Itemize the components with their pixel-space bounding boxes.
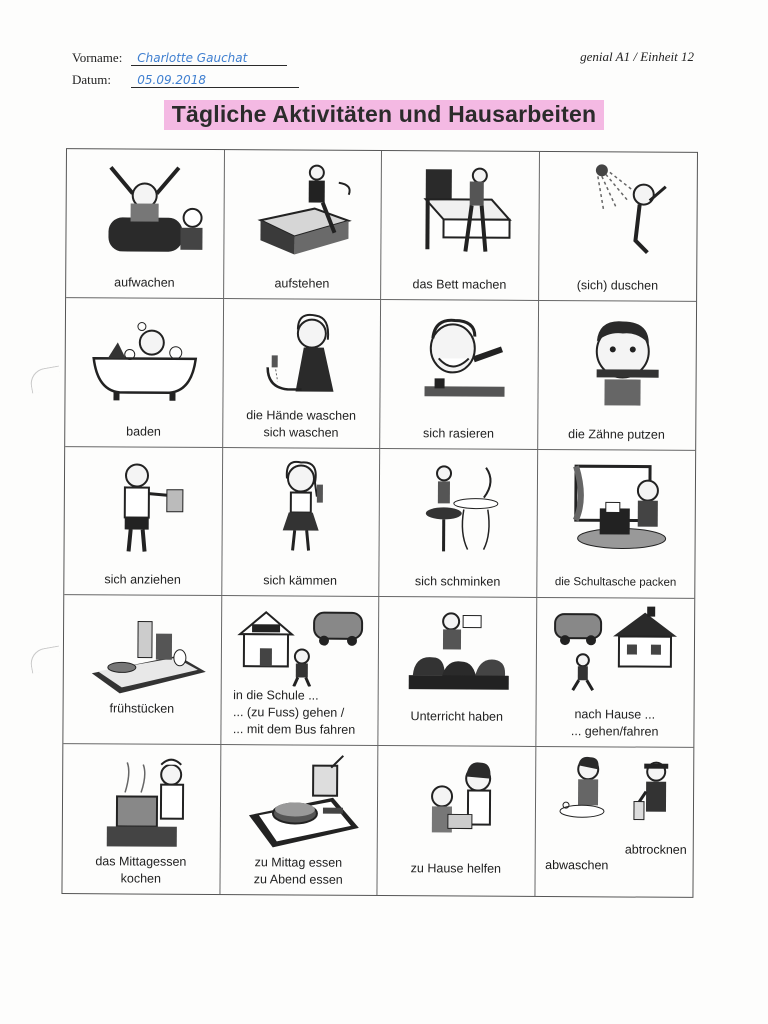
dishes-icon xyxy=(549,755,677,836)
washing-hands-icon xyxy=(237,307,366,408)
making-bed-icon xyxy=(395,159,524,260)
activity-cell-essen xyxy=(220,745,378,895)
activity-caption: sich schminken xyxy=(414,574,501,590)
activity-cell-haende-waschen xyxy=(223,299,381,449)
activity-grid xyxy=(61,148,698,898)
activity-caption: Unterricht haben xyxy=(410,709,504,724)
getting-up-icon xyxy=(238,158,367,259)
getting-dressed-icon xyxy=(79,455,208,556)
activity-caption: nach Hause ... ... gehen/fahren xyxy=(570,707,659,739)
activity-cell-aufstehen xyxy=(224,150,382,300)
school-bus-icon xyxy=(235,601,364,688)
activity-caption: aufstehen xyxy=(274,276,330,291)
activity-cell-anziehen xyxy=(64,447,222,597)
activity-caption: sich anziehen xyxy=(104,572,181,588)
breakfast-icon xyxy=(78,604,207,705)
activity-caption: die Schultasche packen xyxy=(554,576,677,590)
shower-icon xyxy=(553,160,682,261)
activity-cell-unterricht xyxy=(378,597,536,747)
activity-cell-zaehne-putzen xyxy=(538,301,696,451)
activity-caption: in die Schule ... ... (zu Fuss) gehen / ... mit dem Bus fahren xyxy=(232,688,356,738)
activity-caption: aufwachen xyxy=(114,275,175,290)
activity-caption: zu Mittag essen zu Abend essen xyxy=(253,855,343,887)
activity-cell-baden xyxy=(65,298,223,448)
activity-cell-rasieren xyxy=(380,300,538,450)
activity-caption: die Zähne putzen xyxy=(568,426,665,442)
activity-cell-nach-hause xyxy=(536,598,694,748)
school-bag-icon xyxy=(551,458,680,559)
activity-cell-duschen xyxy=(539,152,697,302)
punch-hole-mark xyxy=(28,365,63,393)
vorname-field[interactable]: Charlotte Gauchat xyxy=(131,51,287,66)
waking-up-icon xyxy=(80,157,209,258)
datum-label: Datum: xyxy=(72,72,111,87)
vorname-label: Vorname: xyxy=(72,50,123,65)
activity-caption: baden xyxy=(126,424,161,439)
makeup-icon xyxy=(394,457,523,558)
page-title: Tägliche Aktivitäten und Hausarbeiten xyxy=(164,100,604,130)
caption-abtrocknen: abtrocknen xyxy=(624,842,687,857)
combing-hair-icon xyxy=(236,456,365,557)
going-home-icon xyxy=(550,602,679,693)
helping-home-icon xyxy=(392,754,521,855)
activity-caption: frühstücken xyxy=(109,701,175,716)
cooking-icon xyxy=(77,752,206,853)
activity-caption: das Mittagessen kochen xyxy=(95,854,187,886)
activity-cell-helfen xyxy=(377,746,535,896)
activity-cell-fruehstuecken xyxy=(63,595,221,745)
brushing-teeth-icon xyxy=(552,309,681,410)
activity-cell-schminken xyxy=(379,449,537,599)
activity-caption: die Hände waschen sich waschen xyxy=(246,407,357,440)
activity-caption: das Bett machen xyxy=(412,276,507,292)
shaving-icon xyxy=(394,308,523,409)
activity-cell-kaemmen xyxy=(222,448,380,598)
punch-hole-mark xyxy=(28,645,63,673)
meal-icon xyxy=(234,753,363,854)
activity-caption: sich rasieren xyxy=(423,425,495,441)
title-wrap xyxy=(0,100,768,130)
activity-cell-mittagessen-kochen xyxy=(62,744,220,894)
caption-abwaschen: abwaschen xyxy=(545,858,609,873)
series-label: genial A1 / Einheit 12 xyxy=(580,49,694,64)
activity-caption: (sich) duschen xyxy=(576,277,659,293)
activity-caption: sich kämmen xyxy=(263,573,337,589)
activity-caption: zu Hause helfen xyxy=(410,861,502,876)
activity-cell-schule xyxy=(221,596,379,746)
bathtub-icon xyxy=(79,306,208,407)
activity-cell-schultasche xyxy=(537,450,695,600)
activity-cell-abwaschen xyxy=(535,747,693,897)
vorname-row xyxy=(72,50,287,66)
activity-cell-aufwachen xyxy=(66,149,224,299)
datum-field[interactable]: 05.09.2018 xyxy=(131,73,299,88)
datum-row xyxy=(72,72,299,88)
activity-cell-das-bett-machen xyxy=(381,151,539,301)
classroom-icon xyxy=(393,605,522,706)
